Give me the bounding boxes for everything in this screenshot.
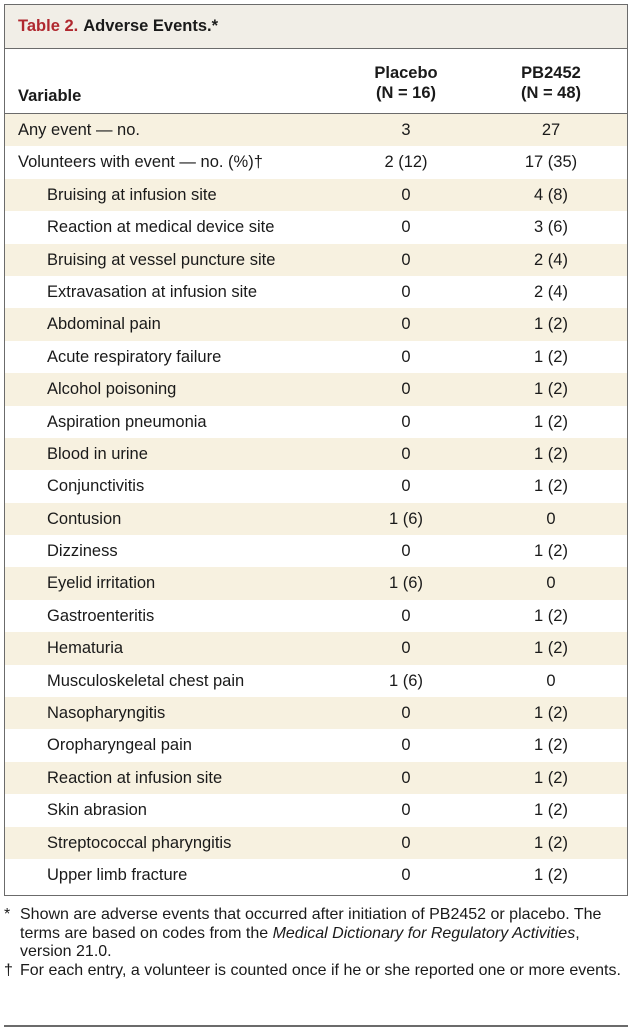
row-label: Conjunctivitis — [47, 477, 145, 496]
row-label: Dizziness — [47, 542, 118, 561]
placebo-value: 0 — [401, 282, 411, 301]
pb2452-value: 1 (2) — [534, 477, 568, 496]
table-row — [5, 794, 627, 826]
placebo-value: 0 — [401, 639, 411, 658]
table-row — [5, 503, 627, 535]
pb2452-value: 2 (4) — [534, 250, 568, 269]
row-label: Aspiration pneumonia — [47, 412, 207, 431]
pb2452-value: 1 (2) — [534, 380, 568, 399]
placebo-value: 1 (6) — [389, 509, 423, 528]
pb2452-value: 0 — [546, 574, 556, 593]
table-title: Adverse Events.* — [83, 17, 219, 35]
table-number: Table 2. — [18, 17, 79, 35]
row-label: Acute respiratory failure — [47, 347, 222, 366]
placebo-value: 2 (12) — [384, 153, 428, 172]
table-row — [5, 276, 627, 308]
footnote-star-text-2: , version 21.0. — [20, 924, 580, 960]
placebo-value: 0 — [401, 315, 411, 334]
table-row — [5, 406, 627, 438]
placebo-value: 0 — [401, 736, 411, 755]
placebo-value: 0 — [401, 444, 411, 463]
header-placebo-n: (N = 16) — [375, 84, 437, 102]
pb2452-value: 1 (2) — [534, 347, 568, 366]
footnote-star — [4, 906, 628, 962]
placebo-value: 0 — [401, 768, 411, 787]
placebo-value: 0 — [401, 477, 411, 496]
row-label: Abdominal pain — [47, 315, 161, 334]
pb2452-value: 1 (2) — [534, 865, 568, 884]
placebo-value: 0 — [401, 380, 411, 399]
header-placebo-name: Placebo — [374, 64, 438, 82]
row-label: Nasopharyngitis — [47, 704, 166, 723]
footnote-star-mark: * — [4, 906, 11, 923]
row-label: Volunteers with event — no. (%)† — [18, 153, 263, 172]
table-row — [5, 632, 627, 664]
row-label: Gastroenteritis — [47, 606, 155, 625]
header-placebo — [346, 63, 466, 103]
placebo-value: 0 — [401, 250, 411, 269]
footnote-star-text-1: Shown are adverse events that occurred after initiation of PB2452 or placebo. The terms are based on codes from the — [20, 906, 602, 942]
placebo-value: 0 — [401, 412, 411, 431]
table-row — [5, 762, 627, 794]
row-label: Bruising at vessel puncture site — [47, 250, 276, 269]
row-label: Bruising at infusion site — [47, 185, 217, 204]
row-label: Eyelid irritation — [47, 574, 156, 593]
placebo-value: 0 — [401, 542, 411, 561]
table-row — [5, 470, 627, 502]
pb2452-value: 1 (2) — [534, 606, 568, 625]
pb2452-value: 1 (2) — [534, 801, 568, 820]
table-row — [5, 211, 627, 243]
table-row — [5, 665, 627, 697]
footnote-dagger-text: For each entry, a volunteer is counted once if he or she reported one or more events. — [20, 961, 621, 979]
pb2452-value: 17 (35) — [524, 153, 578, 172]
table-row — [5, 535, 627, 567]
placebo-value: 0 — [401, 606, 411, 625]
row-label: Oropharyngeal pain — [47, 736, 192, 755]
row-label: Musculoskeletal chest pain — [47, 671, 245, 690]
pb2452-value: 1 (2) — [534, 736, 568, 755]
row-label: Reaction at infusion site — [47, 768, 223, 787]
header-variable: Variable — [18, 87, 82, 105]
adverse-events-table — [4, 4, 628, 896]
pb2452-value: 1 (2) — [534, 833, 568, 852]
row-label: Extravasation at infusion site — [47, 282, 258, 301]
placebo-value: 0 — [401, 865, 411, 884]
placebo-value: 0 — [401, 185, 411, 204]
row-label: Streptococcal pharyngitis — [47, 833, 232, 852]
table-row — [5, 341, 627, 373]
footnote-dagger-mark: † — [4, 961, 13, 979]
row-label: Contusion — [47, 509, 122, 528]
pb2452-value: 0 — [546, 509, 556, 528]
table-row — [5, 114, 627, 146]
pb2452-value: 0 — [546, 671, 556, 690]
bottom-rule — [4, 1025, 628, 1027]
placebo-value: 1 (6) — [389, 574, 423, 593]
header-pb2452-name: PB2452 — [521, 64, 581, 82]
pb2452-value: 1 (2) — [534, 704, 568, 723]
table-row — [5, 373, 627, 405]
row-label: Alcohol poisoning — [47, 380, 177, 399]
placebo-value: 0 — [401, 347, 411, 366]
pb2452-value: 1 (2) — [534, 639, 568, 658]
column-header-row — [5, 49, 627, 114]
footnote-dagger — [4, 962, 628, 981]
placebo-value: 0 — [401, 833, 411, 852]
table-row — [5, 567, 627, 599]
footnotes — [4, 906, 628, 980]
row-label: Hematuria — [47, 639, 124, 658]
pb2452-value: 1 (2) — [534, 412, 568, 431]
pb2452-value: 27 — [541, 121, 561, 139]
table-row — [5, 827, 627, 859]
row-label: Reaction at medical device site — [47, 218, 275, 237]
table-row — [5, 600, 627, 632]
table-row — [5, 308, 627, 340]
header-pb2452-n: (N = 48) — [520, 84, 582, 102]
table-row — [5, 729, 627, 761]
placebo-value: 3 — [401, 121, 411, 139]
pb2452-value: 3 (6) — [534, 218, 568, 237]
placebo-value: 0 — [401, 704, 411, 723]
placebo-value: 1 (6) — [389, 671, 423, 690]
table-body — [5, 114, 627, 891]
footnote-star-italic: Medical Dictionary for Regulatory Activities — [272, 924, 576, 942]
table-row — [5, 859, 627, 891]
placebo-value: 0 — [401, 801, 411, 820]
row-label: Skin abrasion — [47, 801, 147, 820]
pb2452-value: 4 (8) — [534, 185, 568, 204]
pb2452-value: 1 (2) — [534, 768, 568, 787]
row-label: Any event — no. — [18, 121, 140, 139]
table-row — [5, 438, 627, 470]
table-row — [5, 244, 627, 276]
header-pb2452 — [491, 63, 611, 103]
table-title-bar — [5, 5, 627, 49]
table-row — [5, 697, 627, 729]
placebo-value: 0 — [401, 218, 411, 237]
pb2452-value: 1 (2) — [534, 315, 568, 334]
table-row — [5, 146, 627, 178]
pb2452-value: 1 (2) — [534, 542, 568, 561]
row-label: Blood in urine — [47, 444, 148, 463]
pb2452-value: 1 (2) — [534, 444, 568, 463]
table-row — [5, 179, 627, 211]
pb2452-value: 2 (4) — [534, 282, 568, 301]
row-label: Upper limb fracture — [47, 865, 188, 884]
